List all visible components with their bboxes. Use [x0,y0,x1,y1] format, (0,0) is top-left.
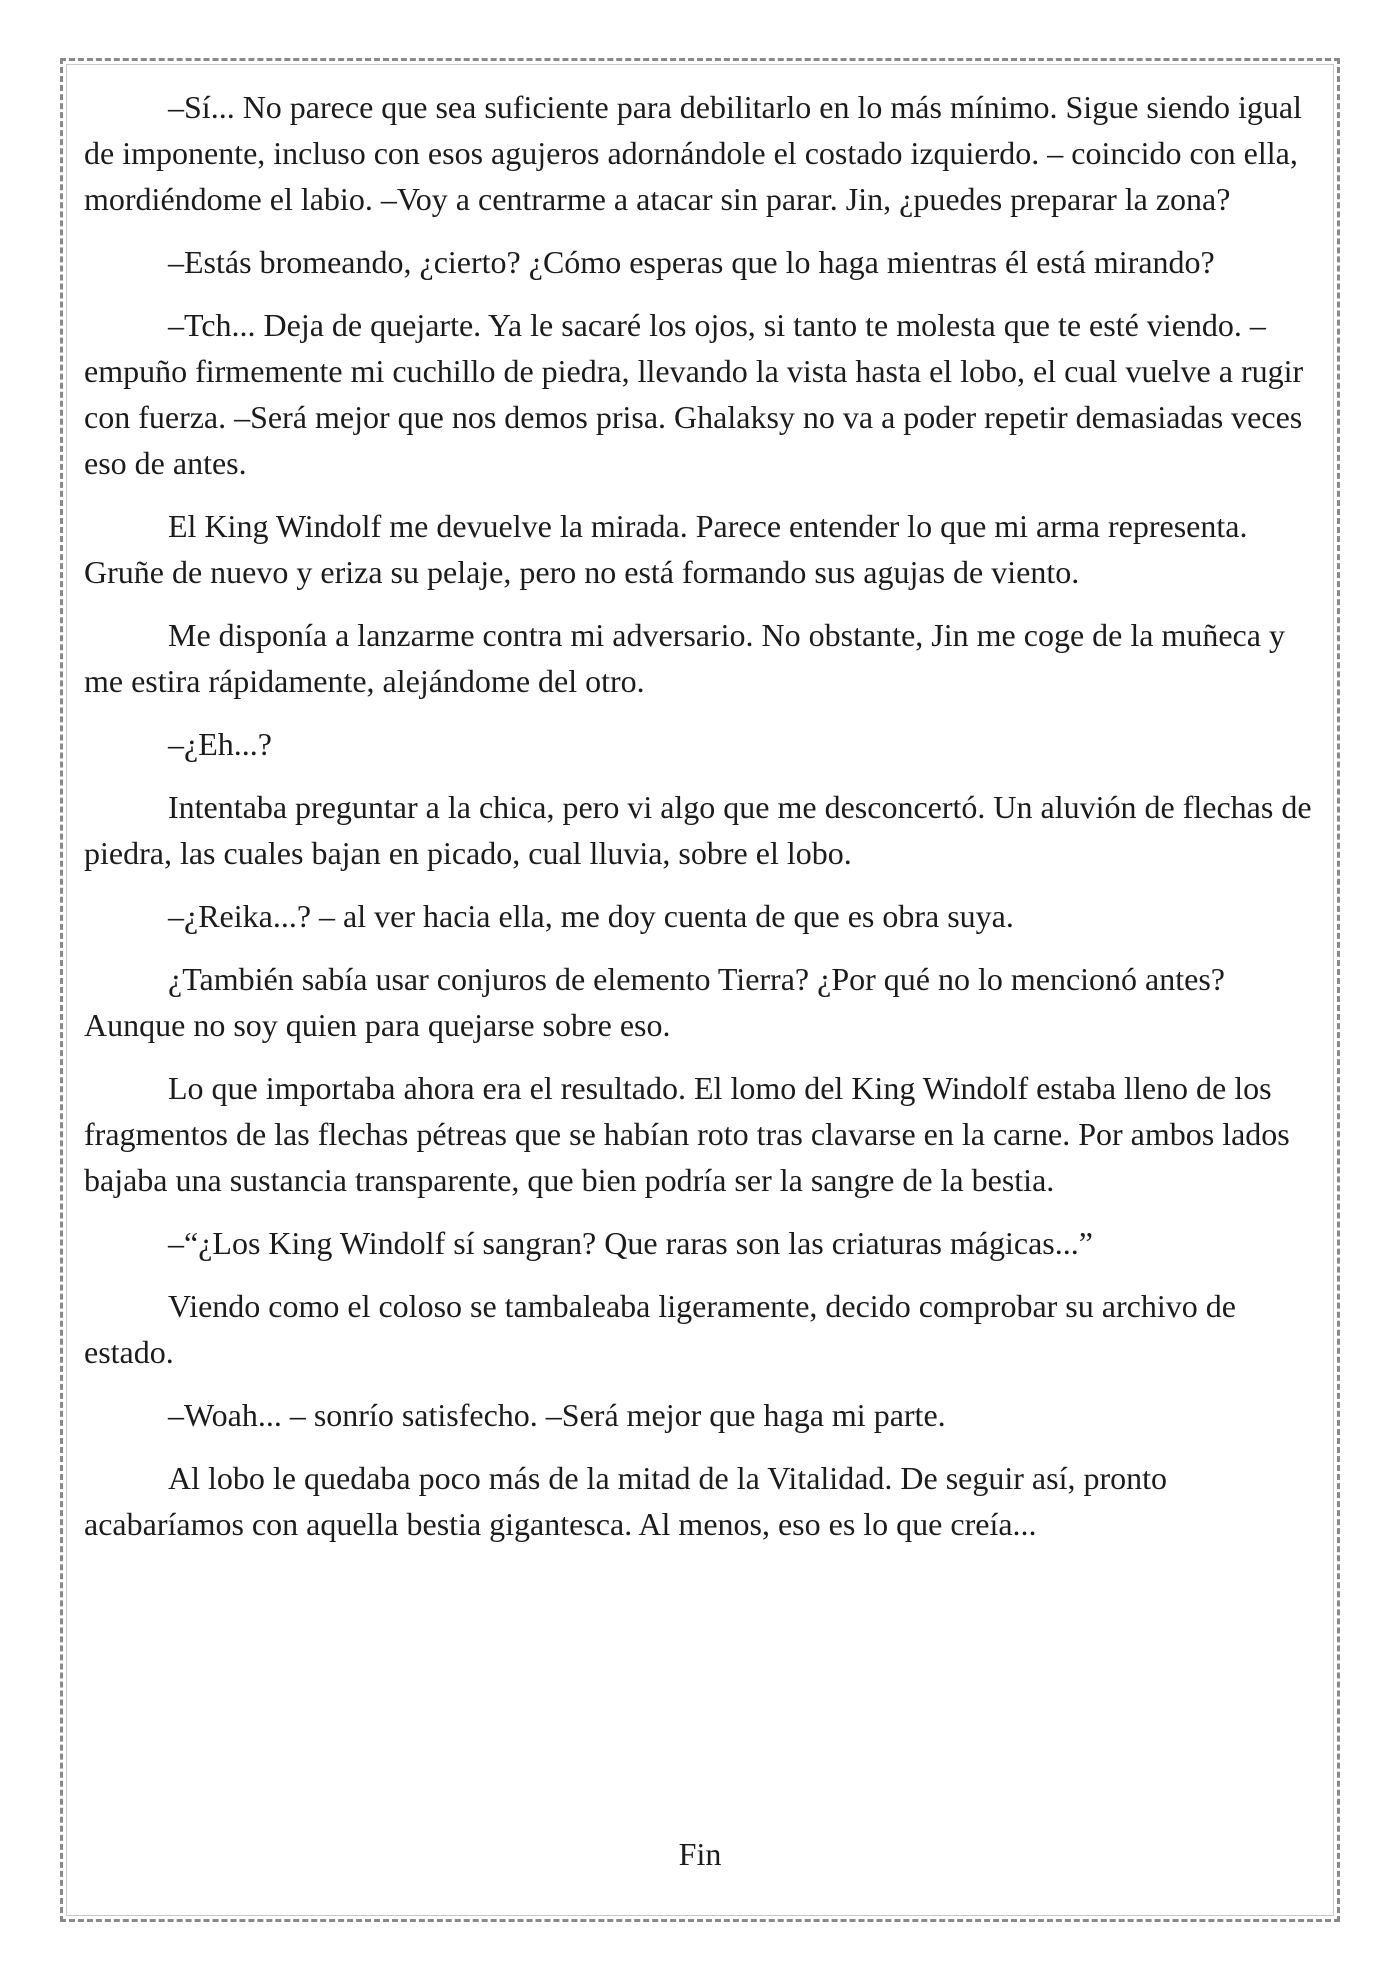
paragraph: Viendo como el coloso se tambaleaba ligeramente, decido comprobar su archivo de estado. [84,1288,1236,1370]
paragraph: –Tch... Deja de quejarte. Ya le sacaré los ojos, si tanto te molesta que te esté viendo. – empuño firmemente mi cuchillo de piedra, llevando la vista hasta el lobo, el cual vuelve a rugir con fuerza. –Será mejor que nos demos prisa. Ghalaksy no va a poder repetir demasiadas veces eso de antes. [84,307,1304,481]
paragraph: El King Windolf me devuelve la mirada. Parece entender lo que mi arma representa. Gruñe de nuevo y eriza su pelaje, pero no está formando sus agujas de viento. [84,508,1248,590]
paragraph: –¿Eh...? [168,726,272,762]
story-text [84,84,1318,1564]
paragraph: Intentaba preguntar a la chica, pero vi algo que me desconcertó. Un aluvión de flechas de piedra, las cuales bajan en picado, cual lluvia, sobre el lobo. [84,789,1312,871]
paragraph: ¿También sabía usar conjuros de elemento Tierra? ¿Por qué no lo mencionó antes? Aunque no soy quien para quejarse sobre eso. [84,961,1225,1043]
paragraph: –¿Reika...? – al ver hacia ella, me doy cuenta de que es obra suya. [168,898,1014,934]
paragraph: Me disponía a lanzarme contra mi adversario. No obstante, Jin me coge de la muñeca y me estira rápidamente, alejándome del otro. [84,617,1285,699]
paragraph: –Sí... No parece que sea suficiente para debilitarlo en lo más mínimo. Sigue siendo igual de imponente, incluso con esos agujeros adornándole el costado izquierdo. – coincido con ella, mordiéndome el labio. –Voy a centrarme a atacar sin parar. Jin, ¿puedes preparar la zona? [84,89,1302,217]
paragraph: –Woah... – sonrío satisfecho. –Será mejor que haga mi parte. [168,1397,946,1433]
paragraph: –Estás bromeando, ¿cierto? ¿Cómo esperas que lo haga mientras él está mirando? [168,244,1215,280]
paragraph: Al lobo le quedaba poco más de la mitad de la Vitalidad. De seguir así, pronto acabaríamos con aquella bestia gigantesca. Al menos, eso es lo que creía... [84,1460,1167,1542]
paragraph: –“¿Los King Windolf sí sangran? Que raras son las criaturas mágicas...” [168,1225,1093,1261]
end-marker: Fin [678,1836,722,1872]
paragraph: Lo que importaba ahora era el resultado. El lomo del King Windolf estaba lleno de los fragmentos de las flechas pétreas que se habían roto tras clavarse en la carne. Por ambos lados bajaba una sustancia transparente, que bien podría ser la sangre de la bestia. [84,1070,1290,1198]
